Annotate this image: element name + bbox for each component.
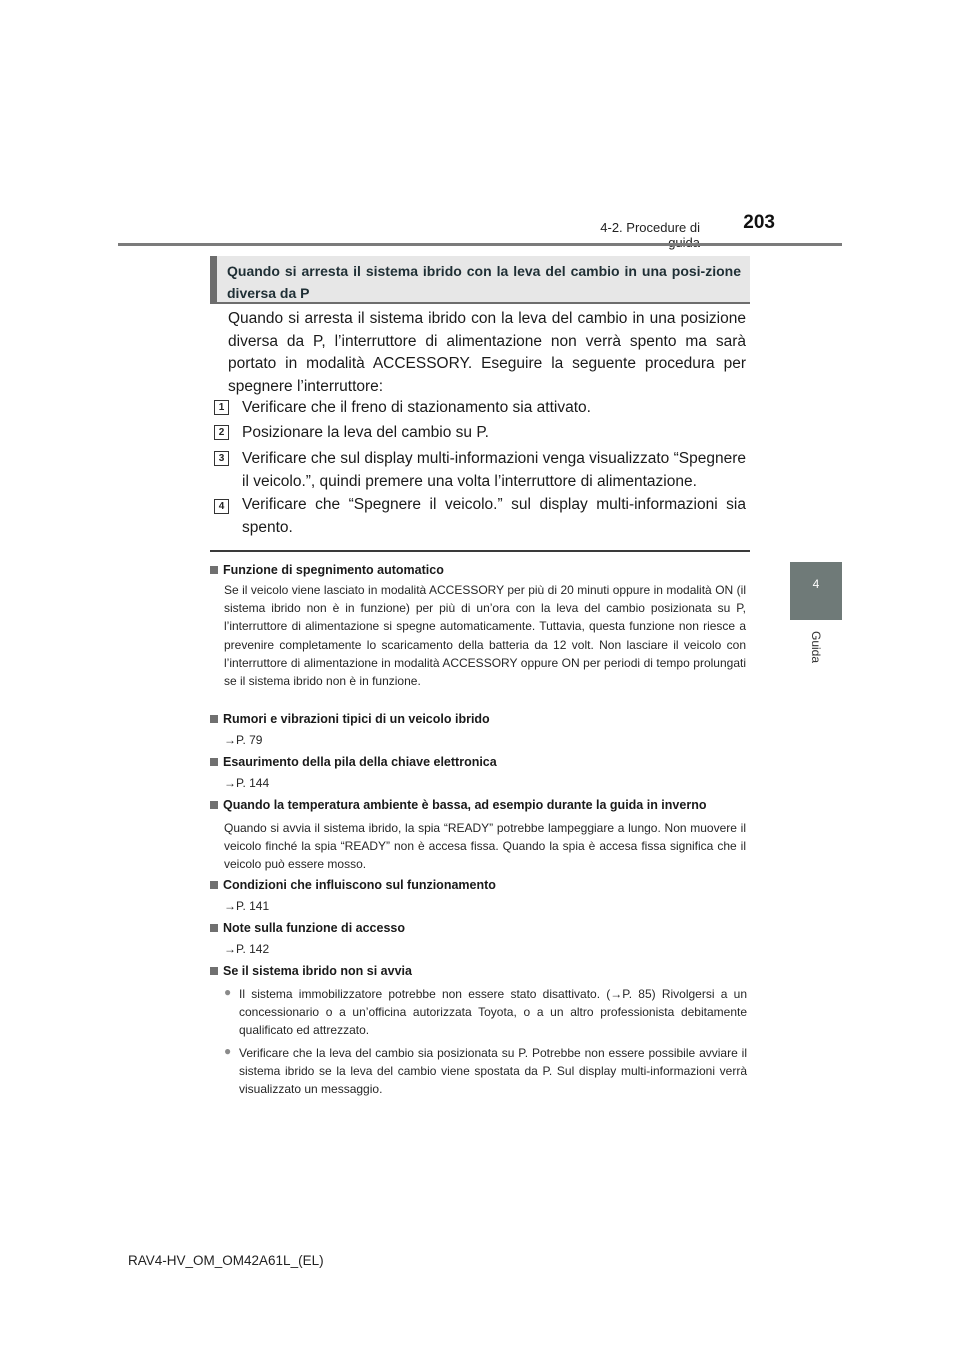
note-body-auto-off: Se il veicolo viene lasciato in modalità ACCESSORY per più di 20 minuti oppure in modalità ON (il sistema ibrido non è in funzione) per più di un’ora con la leva del cambio posizionata su P, l’interruttore di alimentazione si spegne automaticamente. Tuttavia, questa funzione non riesce a prevenire completamente lo scaricamento della batteria da 12 volt. Non lasciare il veicolo con l’interruttore di alimentazione in modalità ACCESSORY oppure ON per periodi di tempo prolungati se il sistema ibrido non è in funzione. xyxy=(224,583,746,689)
header-section-title: 4-2. Procedure di xyxy=(600,220,700,235)
title-underline xyxy=(210,302,750,304)
intro-paragraph: Quando si arresta il sistema ibrido con la leva del cambio in una posizione diversa da P, l’interruttore di alimentazione non verrà spento ma sarà portato in modalità ACCESSORY. Eseguire la seguente procedura per spegnere l’interruttore: xyxy=(228,310,746,395)
note-heading-text: Funzione di spegnimento automatico xyxy=(223,563,444,577)
square-bullet-icon xyxy=(210,715,218,723)
chapter-tab: 4 xyxy=(790,562,842,620)
note-heading-text: Note sulla funzione di accesso xyxy=(223,921,405,935)
note-heading-no-start xyxy=(210,964,755,978)
footer-document-code: RAV4-HV_OM_OM42A61L_(EL) xyxy=(128,1253,324,1268)
square-bullet-icon xyxy=(210,967,218,975)
note-heading-noise xyxy=(210,712,755,726)
section-title: Quando si arresta il sistema ibrido con la leva del cambio in una posi-zione diversa da P xyxy=(227,263,741,301)
note-heading-text: Esaurimento della pila della chiave elettronica xyxy=(223,755,497,769)
square-bullet-icon xyxy=(210,881,218,889)
square-bullet-icon xyxy=(210,801,218,809)
page-reference: →P. 79 xyxy=(224,733,263,747)
step-text-3: Verificare che sul display multi-informazioni venga visualizzato “Spegnere il veicolo.”, quindi premere una volta l’interruttore di alimentazione. xyxy=(242,450,746,490)
note-heading-text: Condizioni che influiscono sul funzionamento xyxy=(223,878,496,892)
bullet-text: Verificare che la leva del cambio sia posizionata su P. Potrebbe non essere possibile avviare il sistema ibrido se la leva del cambio viene spostata da P. Sul display multi-informazioni verrà visualizzato un messaggio. xyxy=(239,1046,747,1096)
step-number-3: 3 xyxy=(214,451,229,466)
step-number-4: 4 xyxy=(214,499,229,514)
page-reference: →P. 142 xyxy=(224,942,270,956)
step-text-4: Verificare che “Spegnere il veicolo.” sul display multi-informazioni sia spento. xyxy=(242,496,746,536)
step-text-1: Verificare che il freno di stazionamento sia attivato. xyxy=(242,399,591,416)
step-number-1: 1 xyxy=(214,400,229,415)
chapter-label-text: Guida xyxy=(809,630,823,664)
note-heading-text: Rumori e vibrazioni tipici di un veicolo ibrido xyxy=(223,712,490,726)
section-title-box xyxy=(210,256,750,302)
note-heading-key-battery xyxy=(210,755,755,769)
header-divider xyxy=(118,243,842,246)
notes-divider xyxy=(210,550,750,552)
bullet-text: Il sistema immobilizzatore potrebbe non essere stato disattivato. (→P. 85) Rivolgersi a un concessionario o a un’officina autorizzata Toyota, o a un altro professionista debitamente qualificato ed attrezzato. xyxy=(239,987,747,1037)
step-number-2: 2 xyxy=(214,425,229,440)
square-bullet-icon xyxy=(210,924,218,932)
square-bullet-icon xyxy=(210,758,218,766)
note-body-cold: Quando si avvia il sistema ibrido, la spia “READY” potrebbe lampeggiare a lungo. Non muovere il veicolo finché la spia “READY” non è accesa fissa. Quando la spia è accesa fissa significa che il veicolo può essere mosso. xyxy=(224,821,746,872)
note-heading-auto-off xyxy=(210,563,755,577)
circle-bullet-icon: ● xyxy=(224,1044,232,1058)
note-heading-text: Quando la temperatura ambiente è bassa, ad esempio durante la guida in inverno xyxy=(223,798,707,812)
note-heading-conditions xyxy=(210,878,755,892)
circle-bullet-icon: ● xyxy=(224,985,232,999)
square-bullet-icon xyxy=(210,566,218,574)
chapter-label xyxy=(806,630,826,670)
step-text-2: Posizionare la leva del cambio su P. xyxy=(242,424,489,441)
page-number: 203 xyxy=(743,212,775,233)
note-heading-cold xyxy=(210,798,755,812)
page-reference: →P. 144 xyxy=(224,776,270,790)
note-heading-text: Se il sistema ibrido non si avvia xyxy=(223,964,412,978)
note-heading-access xyxy=(210,921,755,935)
page-reference: →P. 141 xyxy=(224,899,270,913)
